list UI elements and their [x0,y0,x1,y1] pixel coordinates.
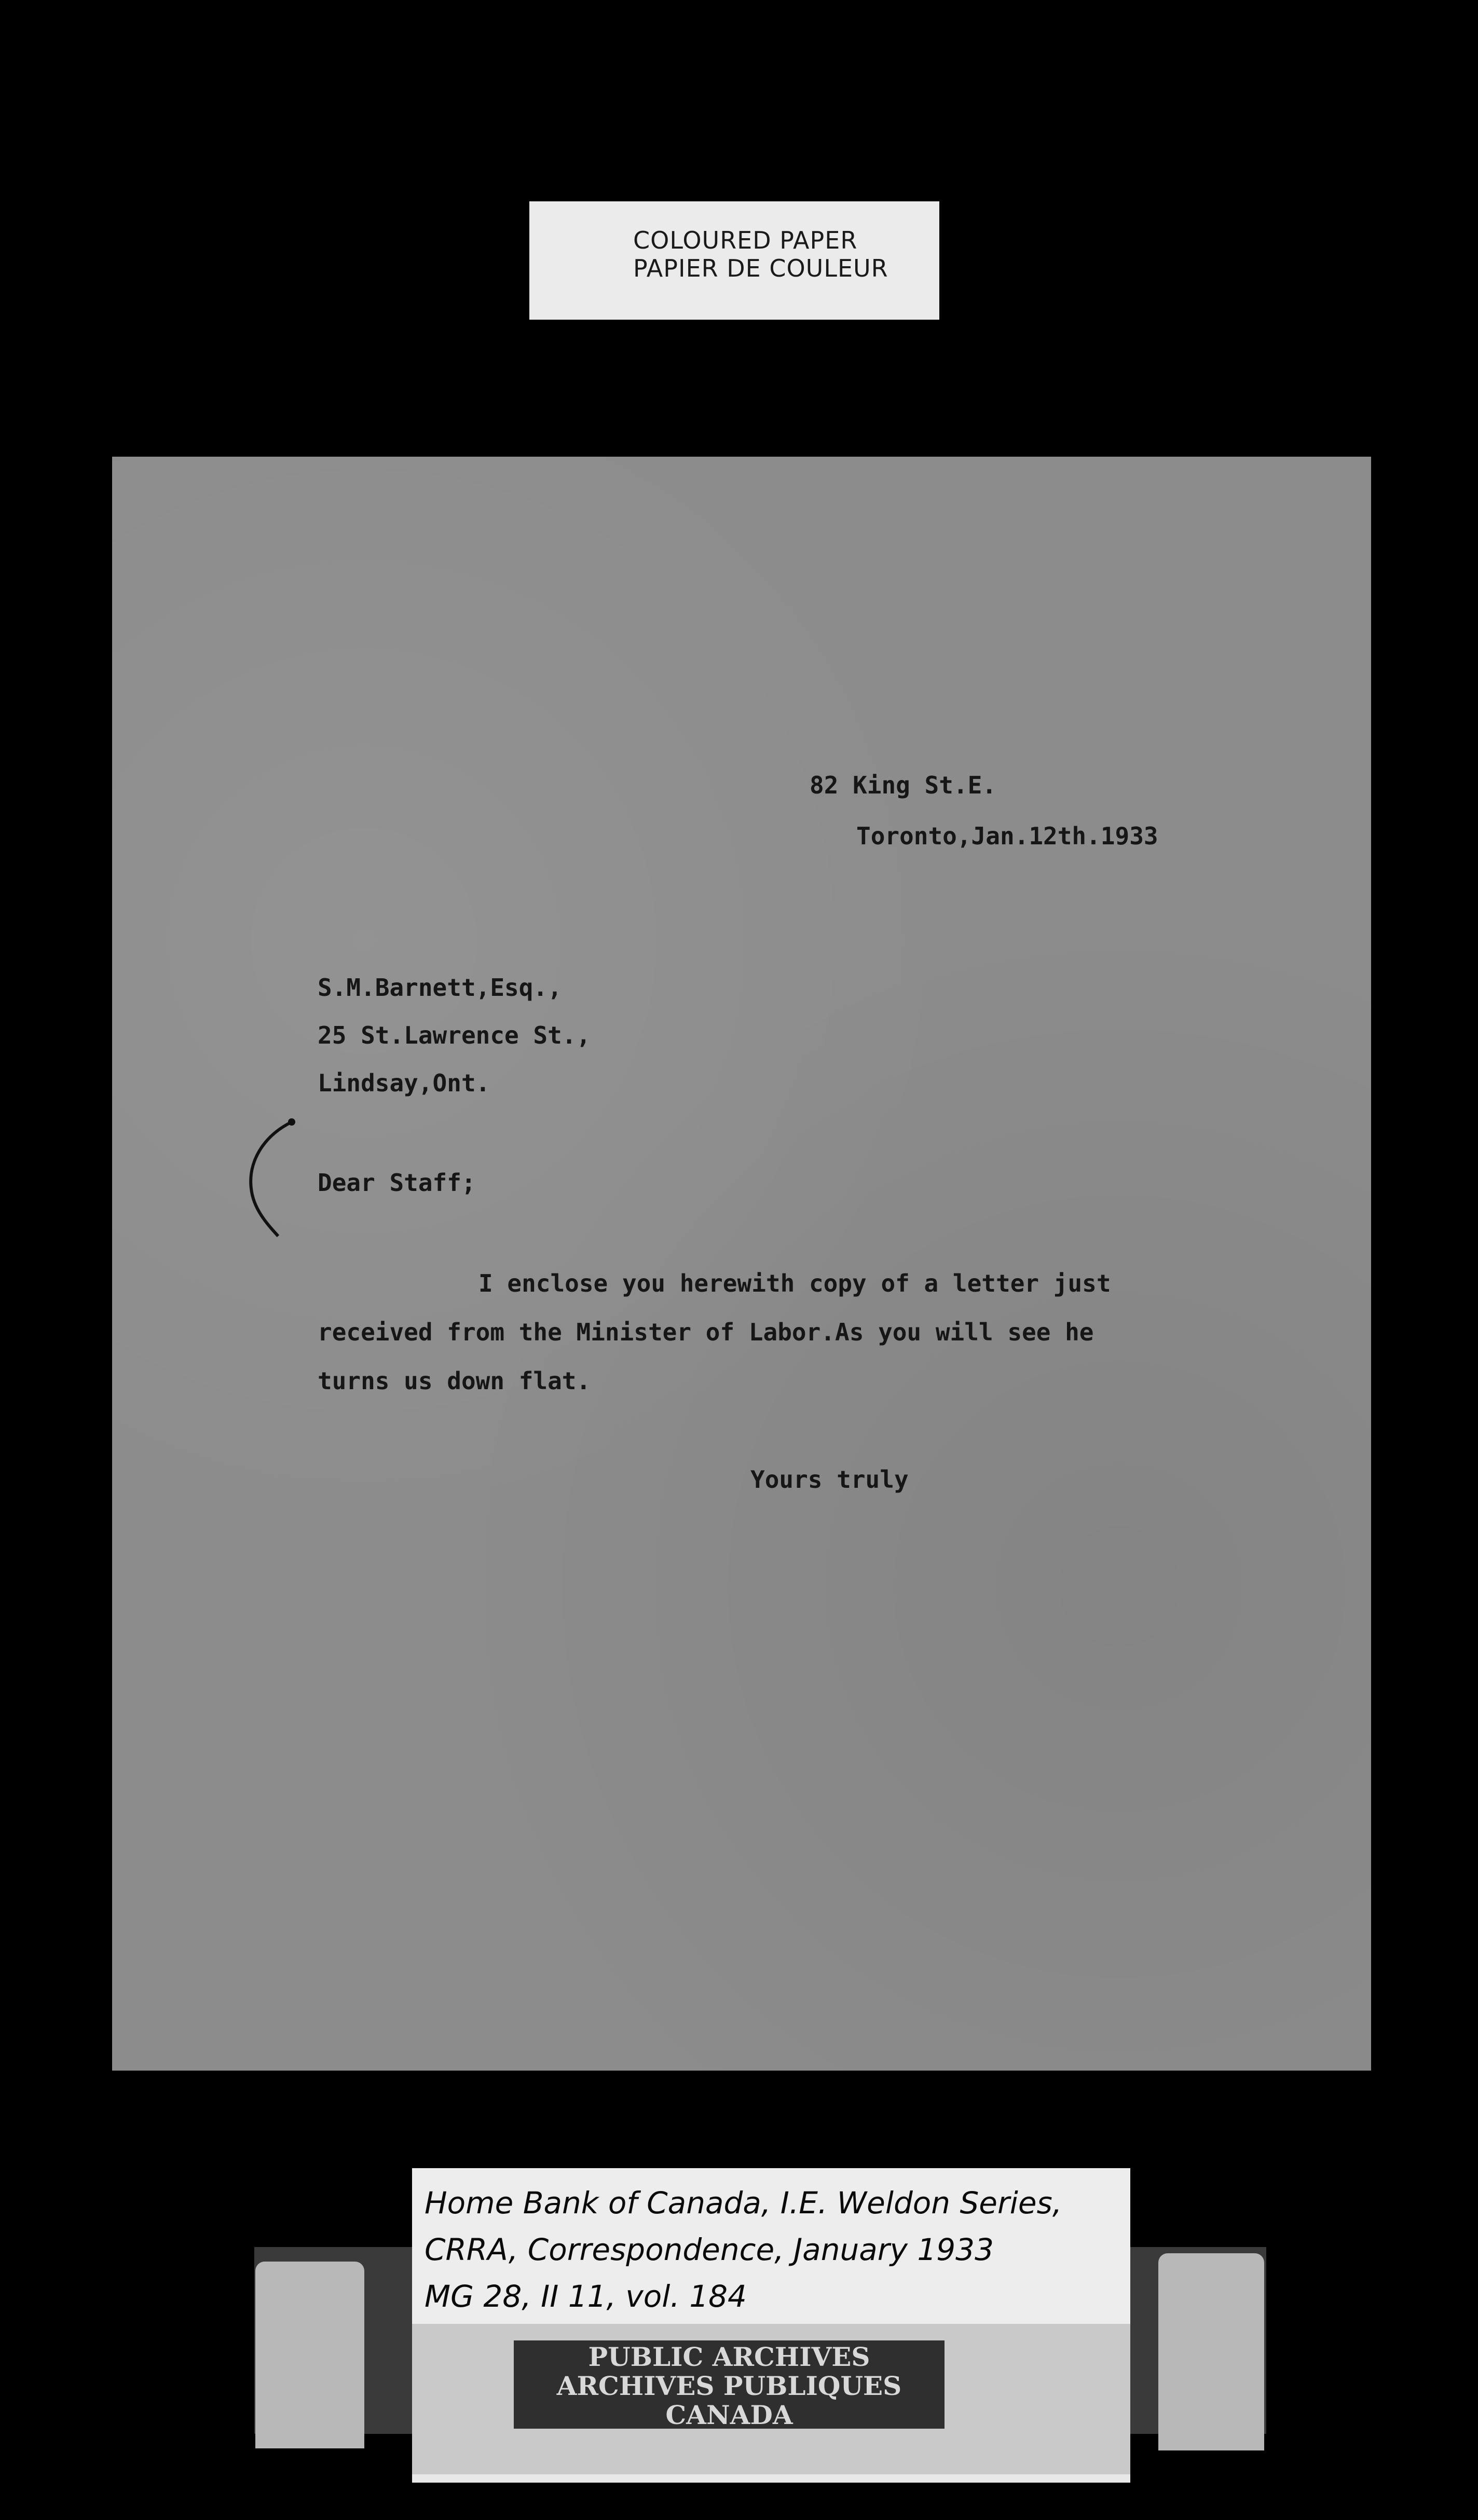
body-line-3: turns us down flat. [318,1367,591,1395]
archive-reference-line-1: Home Bank of Canada, I.E. Weldon Series, [425,2185,1062,2221]
stamp-line-2: ARCHIVES PUBLIQUES [556,2371,902,2401]
body-line-1: I enclose you herewith copy of a letter just [478,1269,1111,1297]
closing: Yours truly [750,1466,909,1494]
coloured-paper-label [529,201,939,320]
letter-date: Toronto,Jan.12th.1933 [856,822,1158,850]
recipient-city: Lindsay,Ont. [318,1069,490,1097]
recipient-street: 25 St.Lawrence St., [318,1021,591,1049]
archive-tag-right-flap [1158,2253,1264,2450]
sender-address: 82 King St.E. [810,771,997,799]
archive-reference-label [412,2168,1130,2324]
salutation: Dear Staff; [318,1169,476,1197]
archive-reference-line-2: CRRA, Correspondence, January 1933 [425,2232,994,2267]
handwritten-brace-mark [242,1116,299,1240]
coloured-paper-label-english: COLOURED PAPER [633,226,858,254]
archive-reference-line-3: MG 28, II 11, vol. 184 [425,2279,747,2314]
letter-sheet [112,457,1371,2071]
coloured-paper-label-french: PAPIER DE COULEUR [633,254,888,282]
stamp-line-1: PUBLIC ARCHIVES [588,2341,870,2372]
stamp-line-3: CANADA [665,2400,793,2430]
body-line-2: received from the Minister of Labor.As you will see he [318,1318,1094,1346]
archive-stamp-bottom-edge [412,2474,1130,2483]
public-archives-stamp [514,2340,945,2429]
archive-tag-left-flap [255,2262,364,2448]
recipient-name: S.M.Barnett,Esq., [318,974,562,1002]
